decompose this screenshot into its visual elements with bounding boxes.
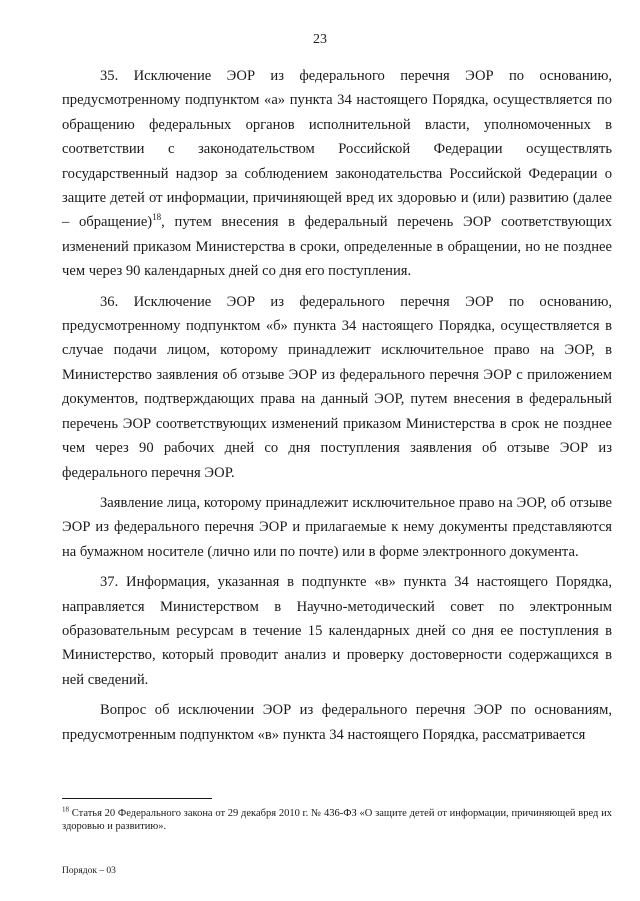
body-text xyxy=(62,64,612,747)
footnote-reference: 18 xyxy=(152,212,162,223)
paragraph-question: Вопрос об исключении ЭОР из федерального перечня ЭОР по основаниям, предусмотренным подпунктом «в» пункта 34 настоящего Порядка, рассматривается xyxy=(62,702,612,743)
paragraph-37: 37. Информация, указанная в подпункте «в» пункта 34 настоящего Порядка, направляется Министерством в Научно-методический совет по электронным образовательным ресурсам в течение 15 календарных дней со дня ее поступления в Министерство, который проводит анализ и проверку достоверности содержащихся в ней сведений. xyxy=(62,574,612,688)
paragraph-36: 36. Исключение ЭОР из федерального перечня ЭОР по основанию, предусмотренному подпунктом «б» пункта 34 настоящего Порядка, осуществляется в случае подачи лицом, которому принадлежит исключительное право на ЭОР, в Министерство заявления об отзыве ЭОР из федерального перечня ЭОР с приложением документов, подтверждающих права на данный ЭОР, путем внесения в федеральный перечень ЭОР соответствующих изменений приказом Министерства в срок не позднее чем через 90 рабочих дней со дня поступления заявления об отзыве ЭОР из федерального перечня ЭОР. xyxy=(62,293,612,481)
footer-label: Порядок – 03 xyxy=(62,866,116,876)
paragraph-35 xyxy=(62,64,612,284)
footnote-number: 18 xyxy=(62,805,69,814)
footnote xyxy=(62,807,612,833)
footnote-divider xyxy=(62,798,212,799)
paragraph-application: Заявление лица, которому принадлежит исключительное право на ЭОР, об отзыве ЭОР из федерального перечня ЭОР и прилагаемые к нему документы представляются на бумажном носителе (лично или по почте) или в форме электронного документа. xyxy=(62,494,612,560)
paragraph-35-text: 35. Исключение ЭОР из федерального перечня ЭОР по основанию, предусмотренному подпунктом «а» пункта 34 настоящего Порядка, осуществляется по обращению федеральных органов исполнительной власти, уполномоченных в соответствии с законодательством Российской Федерации осуществлять государственный надзор за соблюдением законодательства Российской Федерации о защите детей от информации, причиняющей вред их здоровью и (или) развитию (далее – обращение) xyxy=(62,68,612,231)
footnote-text: Статья 20 Федерального закона от 29 декабря 2010 г. № 436-ФЗ «О защите детей от информации, причиняющей вред их здоровью и развитию». xyxy=(62,808,612,832)
page-number: 23 xyxy=(313,32,327,47)
paragraph-35-text-continued: , путем внесения в федеральный перечень ЭОР соответствующих изменений приказом Министерства в сроки, определенные в обращении, но не позднее чем через 90 календарных дней со дня его поступления. xyxy=(62,214,612,280)
